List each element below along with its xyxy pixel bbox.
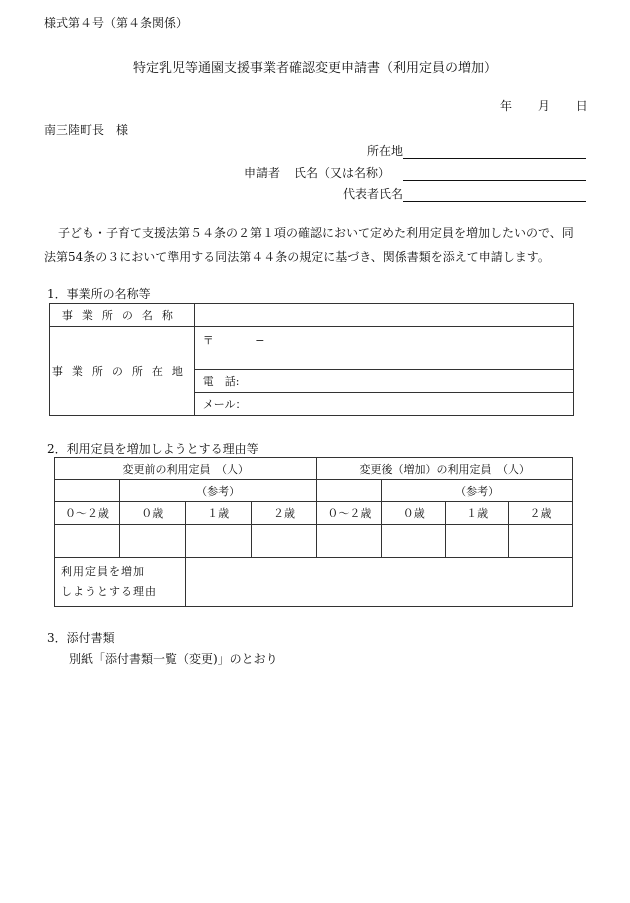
after-0-2-field[interactable] <box>317 525 382 558</box>
reason-label <box>55 558 186 607</box>
postal-mark: 〒 <box>202 334 214 347</box>
reason-label-line2: しようとする理由 <box>61 585 157 598</box>
before-header: 変更前の利用定員 （人） <box>55 458 317 480</box>
email-field[interactable] <box>194 393 573 416</box>
after-1-field[interactable] <box>446 525 509 558</box>
col-header-after-0: ０歳 <box>382 502 446 525</box>
date-month: 月 <box>537 99 550 113</box>
date-line <box>500 97 588 114</box>
facility-address-field[interactable] <box>194 327 573 370</box>
date-day: 日 <box>575 99 588 113</box>
section2-heading: 2．利用定員を増加しようとする理由等 <box>47 442 259 456</box>
reason-field[interactable] <box>185 558 572 607</box>
after-0-field[interactable] <box>382 525 446 558</box>
reason-label-line1: 利用定員を増加 <box>61 565 145 578</box>
phone-field[interactable] <box>194 370 573 393</box>
col-header-after-0-2: ０～２歳 <box>317 502 382 525</box>
applicant-rep-field[interactable] <box>403 185 586 202</box>
capacity-table <box>54 457 573 607</box>
col-header-before-1: １歳 <box>185 502 251 525</box>
name-label: 氏名（又は名称） <box>294 166 391 180</box>
before-0-field[interactable] <box>119 525 185 558</box>
page-title: 特定乳児等通園支援事業者確認変更申請書（利用定員の増加） <box>132 61 497 76</box>
col-header-before-0: ０歳 <box>119 502 185 525</box>
address-label: 所在地 <box>367 144 404 158</box>
after-2-field[interactable] <box>509 525 573 558</box>
section1-heading: 1．事業所の名称等 <box>47 287 151 301</box>
col-header-before-0-2: ０～２歳 <box>55 502 120 525</box>
before-1-field[interactable] <box>185 525 251 558</box>
col-header-after-2: ２歳 <box>509 502 573 525</box>
attachment-note: 別紙「添付書類一覧（変更)」のとおり <box>69 652 278 666</box>
rep-label: 代表者氏名 <box>343 187 404 201</box>
facility-table <box>49 303 574 416</box>
before-2-field[interactable] <box>251 525 317 558</box>
after-reference: （参考） <box>382 480 573 502</box>
body-text: 子ども・子育て支援法第５４条の２第１項の確認において定めた利用定員を増加したいので、同法第54条の３において準用する同法第４４条の規定に基づき、関係書類を添えて申請します。 <box>44 226 574 264</box>
applicant-address-field[interactable] <box>403 142 586 159</box>
date-year: 年 <box>500 99 513 113</box>
email-label: メール： <box>202 398 247 411</box>
facility-address-label: 事業所の所在地 <box>50 327 195 416</box>
section3-heading: 3．添付書類 <box>47 631 115 645</box>
before-blank <box>55 480 120 502</box>
applicant-label: 申請者 <box>244 166 281 180</box>
facility-name-field[interactable] <box>194 304 573 327</box>
postal-dash: − <box>255 334 265 347</box>
facility-name-label: 事業所の名称 <box>50 304 195 327</box>
after-blank <box>317 480 382 502</box>
form-number: 様式第４号（第４条関係） <box>44 16 189 30</box>
before-0-2-field[interactable] <box>55 525 120 558</box>
before-reference: （参考） <box>119 480 317 502</box>
addressee: 南三陸町長 様 <box>44 123 129 137</box>
phone-label: 電 話: <box>202 375 240 388</box>
after-header: 変更後（増加）の利用定員 （人） <box>317 458 573 480</box>
col-header-after-1: １歳 <box>446 502 509 525</box>
applicant-name-field[interactable] <box>403 164 586 181</box>
col-header-before-2: ２歳 <box>251 502 317 525</box>
